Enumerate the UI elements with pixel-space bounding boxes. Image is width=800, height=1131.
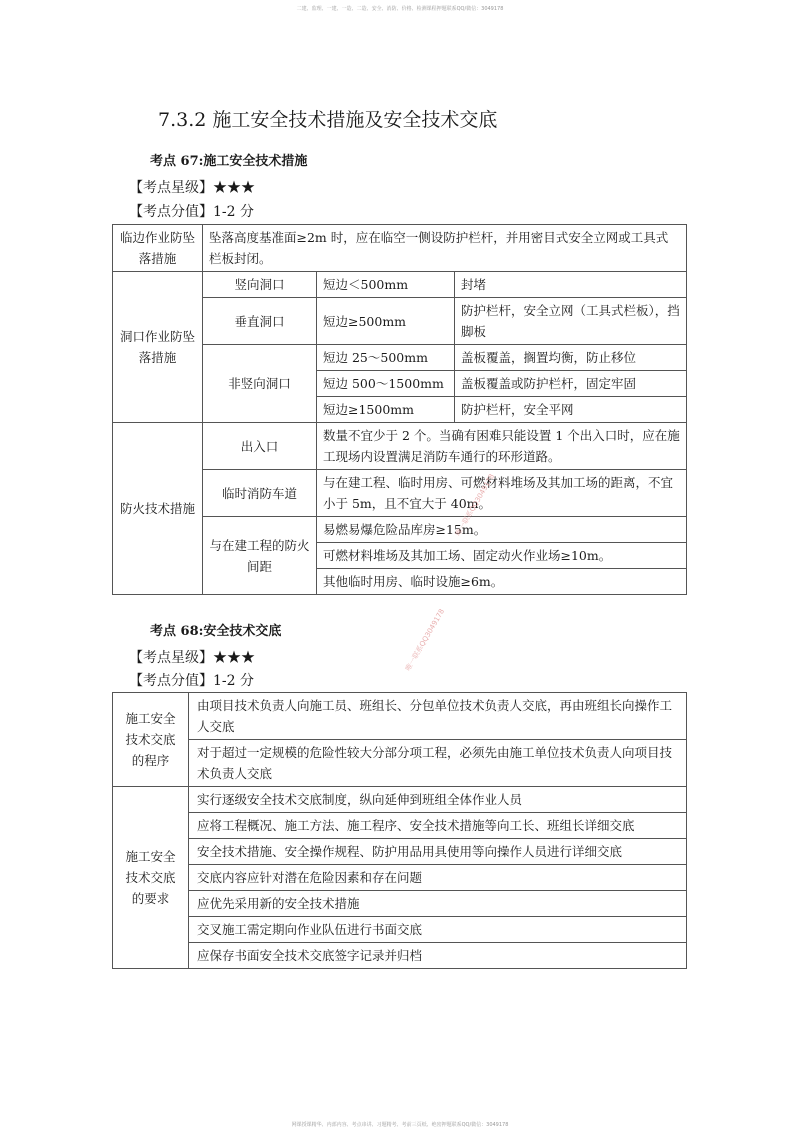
table-row: [113, 813, 687, 839]
kp68-heading: 考点 68:安全技术交底: [150, 624, 282, 639]
entrance-text: 数量不宜少于 2 个。当确有困难只能设置 1 个出入口时，应在施工现场内设置满足消防车通行的环形道路。: [317, 423, 687, 470]
entrance-label: 出入口: [203, 423, 317, 470]
section-title: 7.3.2 施工安全技术措施及安全技术交底: [158, 109, 498, 131]
wall-hole-condition: 短边≥500mm: [317, 298, 455, 345]
watermark-1: 唯一联系QQ3049178: [454, 472, 497, 538]
requirement-item-1: 实行逐级安全技术交底制度，纵向延伸到班组全体作业人员: [189, 787, 687, 813]
table-row: [113, 423, 687, 470]
kp68-stars: 【考点星级】★★★: [129, 650, 255, 666]
table-row: [113, 225, 687, 272]
wall-hole-measure: 防护栏杆，安全立网（工具式栏板），挡脚板: [455, 298, 687, 345]
nonvertical-measure-3: 防护栏杆，安全平网: [455, 397, 687, 423]
nonvertical-measure-2: 盖板覆盖或防护栏杆，固定牢固: [455, 371, 687, 397]
procedure-item-1: 由项目技术负责人向施工员、班组长、分包单位技术负责人交底，再由班组长向操作工人交底: [189, 693, 687, 740]
table-row: [113, 272, 687, 298]
table-row: [113, 917, 687, 943]
fire-road-label: 临时消防车道: [203, 470, 317, 517]
hole-label: 洞口作业防坠落措施: [113, 272, 203, 423]
nonvertical-measure-1: 盖板覆盖，搁置均衡，防止移位: [455, 345, 687, 371]
fire-label: 防火技术措施: [113, 423, 203, 595]
safety-briefing-table: [112, 692, 687, 969]
table-row: [113, 865, 687, 891]
requirement-item-4: 交底内容应针对潜在危险因素和存在问题: [189, 865, 687, 891]
nonvertical-condition-1: 短边 25～500mm: [317, 345, 455, 371]
procedure-item-2: 对于超过一定规模的危险性较大分部分项工程，必须先由施工单位技术负责人向项目技术负责人交底: [189, 740, 687, 787]
table-row: [113, 693, 687, 740]
table-row: [113, 943, 687, 969]
page-footer-note: 网课授课精华、内部内容、考点串讲、习题精考、考前三页纸、绝密押题联系QQ/微信：3049178: [291, 1122, 509, 1128]
safety-measures-table: [112, 224, 687, 595]
nonvertical-condition-3: 短边≥1500mm: [317, 397, 455, 423]
nonvertical-condition-2: 短边 500～1500mm: [317, 371, 455, 397]
requirement-item-5: 应优先采用新的安全技术措施: [189, 891, 687, 917]
procedure-label: 施工安全技术交底的程序: [113, 693, 189, 787]
watermark-2: 唯一联系QQ3049178: [404, 607, 447, 673]
page-header-note: 二建、监理、一建、一造、二造、安全、消防、价格、检测课程押题联系QQ/微信：3049178: [296, 6, 504, 12]
fire-spacing-1: 易燃易爆危险品库房≥15m。: [317, 517, 687, 543]
requirement-item-7: 应保存书面安全技术交底签字记录并归档: [189, 943, 687, 969]
fire-spacing-2: 可燃材料堆场及其加工场、固定动火作业场≥10m。: [317, 543, 687, 569]
wall-hole-label: 垂直洞口: [203, 298, 317, 345]
table-row: [113, 891, 687, 917]
kp67-score: 【考点分值】1-2 分: [129, 204, 254, 220]
edge-label: 临边作业防坠落措施: [113, 225, 203, 272]
kp68-score: 【考点分值】1-2 分: [129, 673, 254, 689]
requirement-item-3: 安全技术措施、安全操作规程、防护用品用具使用等向操作人员进行详细交底: [189, 839, 687, 865]
vertical-hole-label: 竖向洞口: [203, 272, 317, 298]
requirement-item-2: 应将工程概况、施工方法、施工程序、安全技术措施等向工长、班组长详细交底: [189, 813, 687, 839]
edge-text: 坠落高度基准面≥2m 时，应在临空一侧设防护栏杆，并用密目式安全立网或工具式栏板封闭。: [203, 225, 687, 272]
fire-spacing-label: 与在建工程的防火间距: [203, 517, 317, 595]
vertical-hole-measure: 封堵: [455, 272, 687, 298]
kp67-heading: 考点 67:施工安全技术措施: [150, 154, 308, 169]
fire-spacing-3: 其他临时用房、临时设施≥6m。: [317, 569, 687, 595]
requirement-item-6: 交叉施工需定期向作业队伍进行书面交底: [189, 917, 687, 943]
table-row: [113, 839, 687, 865]
fire-road-text: 与在建工程、临时用房、可燃材料堆场及其加工场的距离，不宜小于 5m，且不宜大于 40m。: [317, 470, 687, 517]
table-row: [113, 740, 687, 787]
vertical-hole-condition: 短边＜500mm: [317, 272, 455, 298]
requirement-label: 施工安全技术交底的要求: [113, 787, 189, 969]
table-row: [113, 787, 687, 813]
nonvertical-hole-label: 非竖向洞口: [203, 345, 317, 423]
kp67-stars: 【考点星级】★★★: [129, 180, 255, 196]
